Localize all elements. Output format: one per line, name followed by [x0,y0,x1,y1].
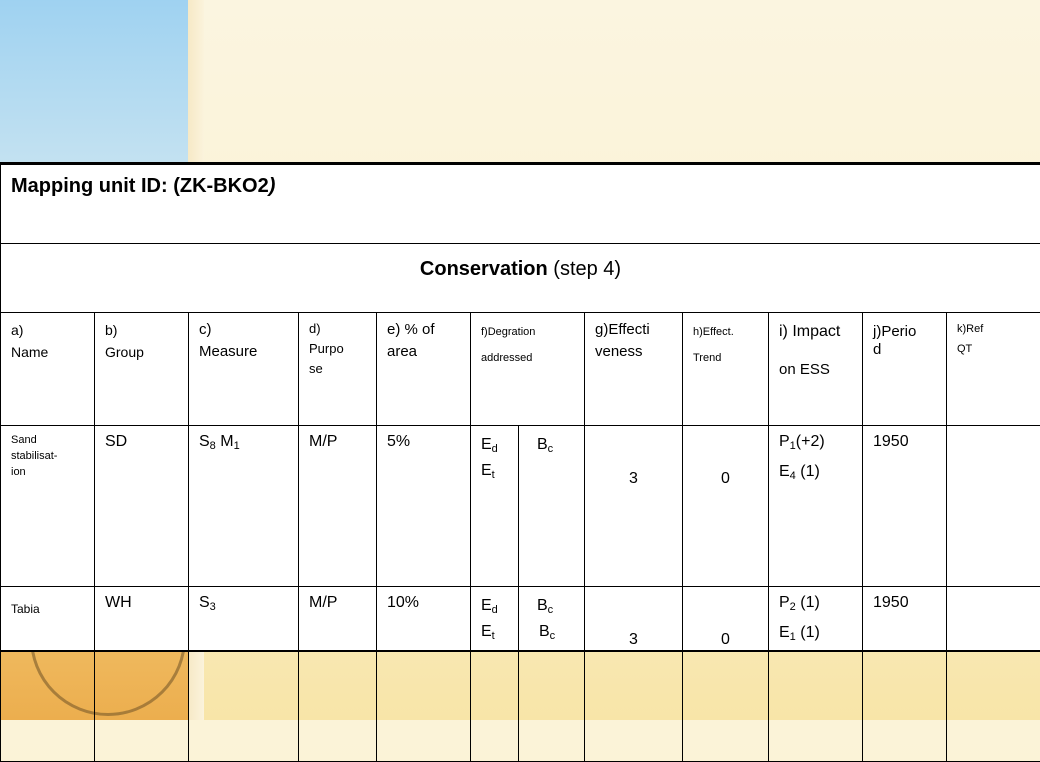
cell-area: 5% [377,426,471,587]
header-ref-text2: QT [957,339,1040,359]
header-degradation-text1: f)Degration [481,319,584,345]
header-group-text: Group [105,341,188,363]
conservation-step: (step 4) [548,258,621,280]
header-degradation [471,313,585,426]
cell-period: 1950 [863,426,947,587]
cell-degradation-type [471,426,519,587]
cell-trend: 0 [683,426,769,587]
header-trend-text2: Trend [693,345,768,371]
header-period-text2: d [873,341,946,359]
mapping-table-slide [0,162,1040,652]
impact-line1: $P_2$ (1) [779,591,862,615]
header-group-letter: b) [105,319,188,341]
deg-line1: $E_d$ [481,432,518,458]
cell-impact [769,426,863,587]
header-impact-text1: i) Impact [779,313,862,351]
header-purpose [299,313,377,426]
impact-line2: $E_4$ (1) [779,460,862,484]
cell-effectiveness: 3 [585,426,683,587]
cell-measure [189,426,299,587]
header-purpose-text2: se [309,359,376,379]
header-effect-trend [683,313,769,426]
deg-line2: $E_t$ [481,619,518,645]
measure-code-2: M [216,433,234,450]
name-line1: Tabia [11,597,94,621]
header-ref-text1: k)Ref [957,319,1040,339]
name-line3: ion [11,464,94,480]
measure-sub: 3 [210,601,216,613]
header-effectiveness-text1: g)Effecti [595,319,682,341]
table-row [1,587,1040,762]
header-trend-text1: h)Effect. [693,319,768,345]
cell-group: SD [95,426,189,587]
mapping-unit-title [1,165,1040,244]
cell-purpose: M/P [299,587,377,762]
table-row [1,426,1040,587]
header-measure-letter: c) [199,319,298,341]
measure-sub: 8 [210,440,216,452]
cell-period: 1950 [863,587,947,762]
header-measure [189,313,299,426]
name-line1: Sand [11,432,94,448]
header-impact [769,313,863,426]
cell-degradation-code [519,587,585,762]
header-period [863,313,947,426]
cell-purpose: M/P [299,426,377,587]
bc-line1: $B_c$ [537,593,584,619]
cell-area: 10% [377,587,471,762]
conservation-heading [1,244,1040,313]
conservation-bold: Conservation [420,258,548,280]
impact-line2: $E_1$ (1) [779,621,862,645]
name-line2: stabilisat- [11,448,94,464]
impact-line1: $P_1(+2)$ [779,430,862,454]
bc-line1: $B_c$ [537,432,584,458]
conservation-table [0,164,1040,762]
header-name [1,313,95,426]
header-name-text: Name [11,341,94,363]
header-measure-text: Measure [199,341,298,363]
header-group [95,313,189,426]
header-effectiveness-text2: veness [595,341,682,363]
header-degradation-text2: addressed [481,345,584,371]
header-purpose-letter: d) [309,319,376,339]
cell-trend: 0 [683,587,769,762]
header-area-text1: e) % of [387,319,470,341]
header-purpose-text1: Purpo [309,339,376,359]
deg-line1: $E_d$ [481,593,518,619]
title-label: Mapping unit ID: (ZK-BKO2 [11,175,269,197]
header-ref-qt [947,313,1040,426]
cell-name [1,587,95,762]
deg-line2: $E_t$ [481,458,518,484]
measure-code: S [199,594,210,611]
cell-ref [947,587,1040,762]
header-impact-text2: on ESS [779,351,862,389]
cell-degradation-code [519,426,585,587]
cell-effectiveness: 3 [585,587,683,762]
header-area [377,313,471,426]
cell-ref [947,426,1040,587]
cell-name [1,426,95,587]
header-effectiveness [585,313,683,426]
header-period-text1: j)Perio [873,319,946,341]
measure-code: S [199,433,210,450]
cell-impact [769,587,863,762]
cell-measure [189,587,299,762]
header-name-letter: a) [11,319,94,341]
measure-sub-2: 1 [234,440,240,452]
bc-line2: $B_c$ [537,619,584,645]
cell-group: WH [95,587,189,762]
header-area-text2: area [387,341,470,363]
title-close: ) [269,175,276,197]
cell-degradation-type [471,587,519,762]
